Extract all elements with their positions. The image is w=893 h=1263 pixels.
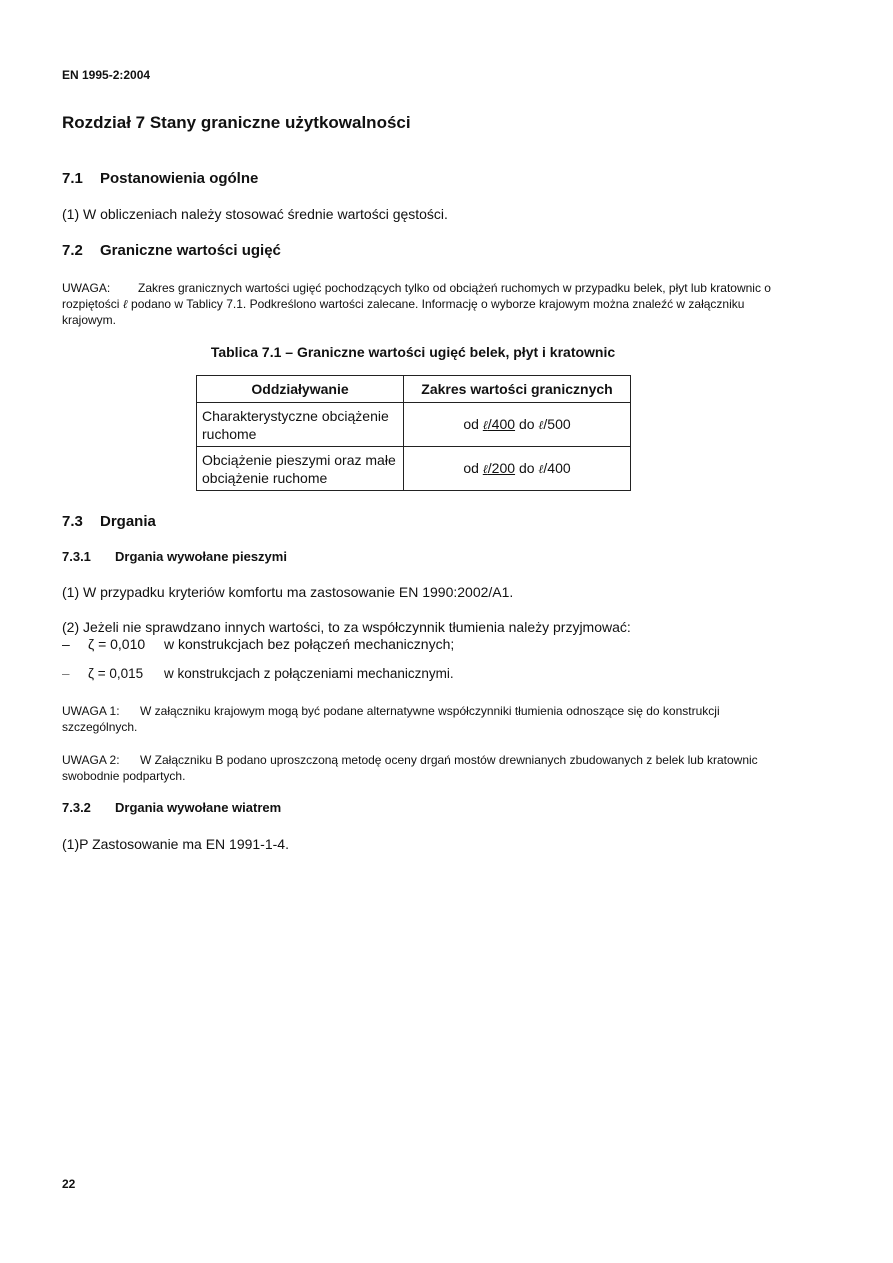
- damping-ratio: ζ = 0,010: [88, 636, 146, 652]
- table-row: [197, 403, 631, 447]
- table-header-row: [197, 376, 631, 403]
- table-row: [197, 447, 631, 491]
- section-7-2-note: [62, 280, 774, 328]
- cell-range: [404, 403, 631, 447]
- section-title: Drgania wywołane wiatrem: [115, 800, 282, 815]
- section-7-3-heading: [62, 513, 156, 530]
- cell-range: [404, 447, 631, 491]
- document-header: EN 1995-2:2004: [62, 68, 151, 82]
- section-7-3-1-paragraph-1: (1) W przypadku kryteriów komfortu ma zastosowanie EN 1990:2002/A1.: [62, 584, 514, 600]
- table-caption: Tablica 7.1 – Graniczne wartości ugięć belek, płyt i kratownic: [210, 344, 616, 360]
- column-header-range: Zakres wartości granicznych: [404, 376, 631, 403]
- list-dash: –: [62, 666, 70, 681]
- section-title: Postanowienia ogólne: [100, 170, 259, 187]
- range-value-1: /400: [487, 416, 516, 432]
- section-number: 7.3.1: [62, 549, 91, 564]
- recommended-value: [483, 416, 515, 432]
- chapter-title: Rozdział 7 Stany graniczne użytkowalności: [62, 113, 411, 132]
- damping-ratio: ζ = 0,015: [88, 666, 144, 681]
- note-label: UWAGA 2:: [62, 753, 120, 767]
- list-item: [62, 636, 454, 652]
- section-7-1-paragraph-1: (1) W obliczeniach należy stosować średnie wartości gęstości.: [62, 206, 448, 222]
- note-label: UWAGA:: [62, 281, 111, 295]
- cell-action: Charakterystyczne obciążenie ruchome: [197, 403, 404, 447]
- section-number: 7.1: [62, 170, 83, 187]
- deflection-limits-table: [196, 375, 631, 491]
- section-title: Drgania wywołane pieszymi: [115, 549, 287, 564]
- page-number: 22: [62, 1177, 76, 1191]
- range-from-word: od: [463, 416, 479, 432]
- span-symbol: ℓ: [482, 418, 488, 432]
- span-symbol: ℓ: [122, 297, 128, 311]
- column-header-action: Oddziaływanie: [197, 376, 404, 403]
- section-number: 7.3.2: [62, 800, 91, 815]
- list-item-text: w konstrukcjach bez połączeń mechanicznych;: [164, 636, 455, 652]
- list-item: [62, 666, 454, 681]
- note-text: W załączniku krajowym mogą być podane alternatywne współczynniki tłumienia odnoszące się do konstrukcji szczególnych.: [62, 704, 720, 734]
- range-value-2: /500: [543, 416, 571, 432]
- section-title: Graniczne wartości ugięć: [100, 242, 281, 259]
- section-7-3-2-paragraph-1: (1)P Zastosowanie ma EN 1991-1-4.: [62, 836, 289, 852]
- span-symbol: ℓ: [482, 462, 488, 476]
- span-symbol: ℓ: [538, 462, 544, 476]
- section-title: Drgania: [100, 513, 156, 530]
- list-item-text: w konstrukcjach z połączeniami mechanicznymi.: [164, 666, 454, 681]
- section-number: 7.3: [62, 513, 83, 530]
- range-value-1: /200: [487, 460, 516, 476]
- span-symbol: ℓ: [538, 418, 544, 432]
- note-text-part-1: Zakres granicznych wartości ugięć pochodzących tylko od obciążeń ruchomych w przypadku belek, płyt lub kratownic o rozpiętości: [62, 281, 771, 311]
- section-7-1-heading: [62, 170, 258, 187]
- range-value-2: /400: [543, 460, 571, 476]
- section-7-3-1-note-1: [62, 703, 774, 735]
- section-number: 7.2: [62, 242, 83, 259]
- note-text-part-2: podano w Tablicy 7.1. Podkreślono wartości zalecane. Informację o wyborze krajowym można znaleźć w załączniku krajowym.: [62, 297, 745, 327]
- section-7-2-heading: [62, 242, 281, 259]
- range-to-word: do: [518, 460, 535, 476]
- section-7-3-1-paragraph-2: (2) Jeżeli nie sprawdzano innych wartości, to za współczynnik tłumienia należy przyjmować:: [62, 619, 631, 635]
- range-from-word: od: [463, 460, 479, 476]
- list-dash: –: [62, 636, 70, 652]
- cell-action: Obciążenie pieszymi oraz małe obciążenie ruchome: [197, 447, 404, 491]
- recommended-value: [483, 460, 515, 476]
- range-to-word: do: [518, 416, 535, 432]
- note-text: W Załączniku B podano uproszczoną metodę oceny drgań mostów drewnianych zbudowanych z belek lub kratownic swobodnie podpartych.: [62, 753, 758, 783]
- note-label: UWAGA 1:: [62, 704, 120, 718]
- section-7-3-1-note-2: [62, 752, 774, 784]
- section-7-3-1-heading: [62, 549, 287, 564]
- section-7-3-2-heading: [62, 800, 281, 815]
